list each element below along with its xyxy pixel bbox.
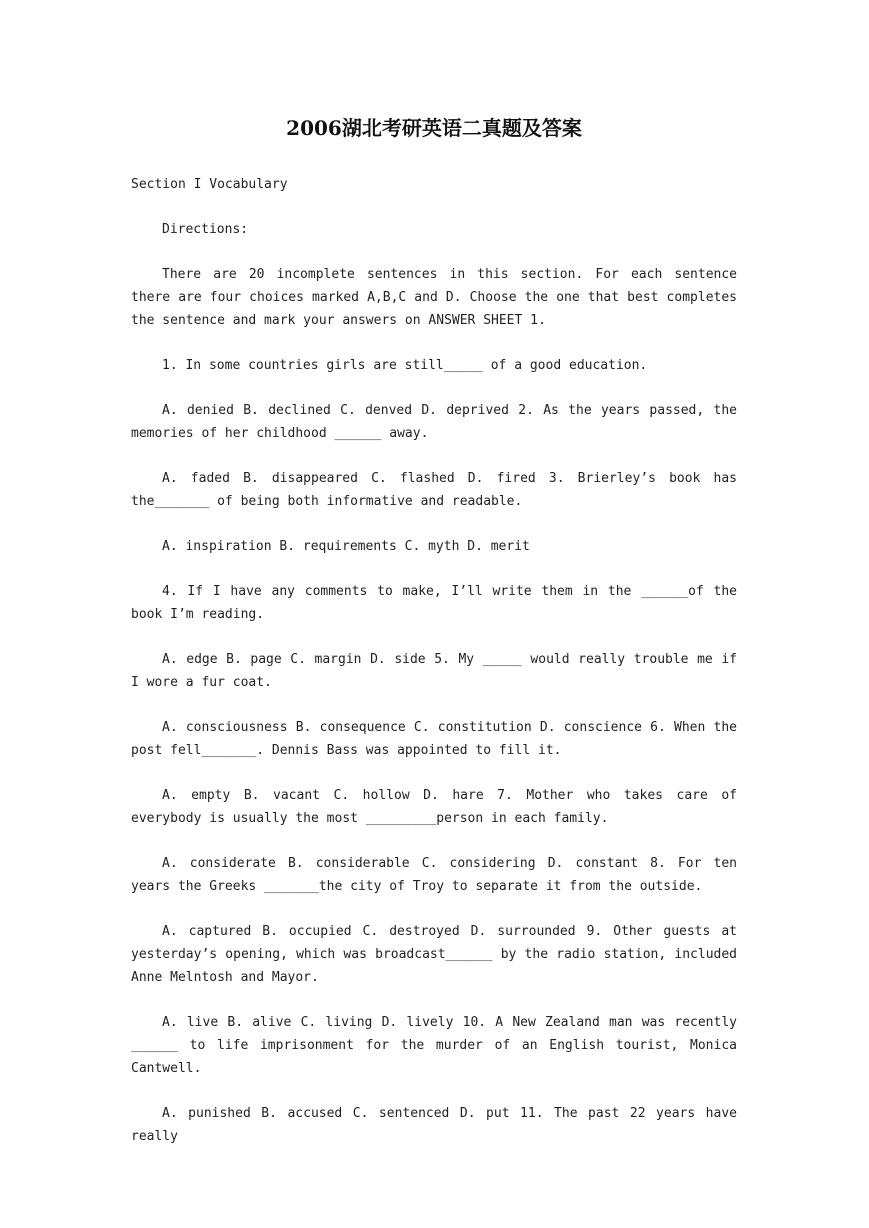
question-paragraph: A. captured B. occupied C. destroyed D. surrounded 9. Other guests at yesterday’s opening, which was broadcast______ by the radio station, included Anne Melntosh and Mayor. xyxy=(131,924,737,985)
question-paragraph: A. edge B. page C. margin D. side 5. My _____ would really trouble me if I wore a fur coat. xyxy=(131,652,737,690)
question-paragraph: A. punished B. accused C. sentenced D. put 11. The past 22 years have really xyxy=(131,1106,737,1144)
directions-text: There are 20 incomplete sentences in this section. For each sentence there are four choices marked A,B,C and D. Choose the one that best completes the sentence and mark your answers on ANSWER SHEET 1. xyxy=(131,267,737,328)
question-paragraph: A. empty B. vacant C. hollow D. hare 7. Mother who takes care of everybody is usually the most _________person in each family. xyxy=(131,788,737,826)
question-paragraph: A. inspiration B. requirements C. myth D. merit xyxy=(162,539,530,554)
document-page xyxy=(131,0,737,1228)
question-paragraph: 4. If I have any comments to make, I’ll write them in the ______of the book I’m reading. xyxy=(131,584,737,622)
question-paragraph: A. faded B. disappeared C. flashed D. fired 3. Brierley’s book has the_______ of being both informative and readable. xyxy=(131,471,737,509)
question-paragraph: A. live B. alive C. living D. lively 10. A New Zealand man was recently ______ to life imprisonment for the murder of an English tourist, Monica Cantwell. xyxy=(131,1015,737,1076)
question-paragraph: 1. In some countries girls are still_____ of a good education. xyxy=(162,358,648,373)
section-heading: Section I Vocabulary xyxy=(131,177,288,192)
directions-label: Directions: xyxy=(162,222,249,237)
question-paragraph: A. consciousness B. consequence C. constitution D. conscience 6. When the post fell_______. Dennis Bass was appointed to fill it. xyxy=(131,720,737,758)
question-paragraph: A. considerate B. considerable C. considering D. constant 8. For ten years the Greeks _______the city of Troy to separate it from the outside. xyxy=(131,856,737,894)
question-paragraph: A. denied B. declined C. denved D. deprived 2. As the years passed, the memories of her childhood ______ away. xyxy=(131,403,737,441)
document-body xyxy=(131,173,737,1170)
document-title: 2006湖北考研英语二真题及答案 xyxy=(286,116,582,140)
